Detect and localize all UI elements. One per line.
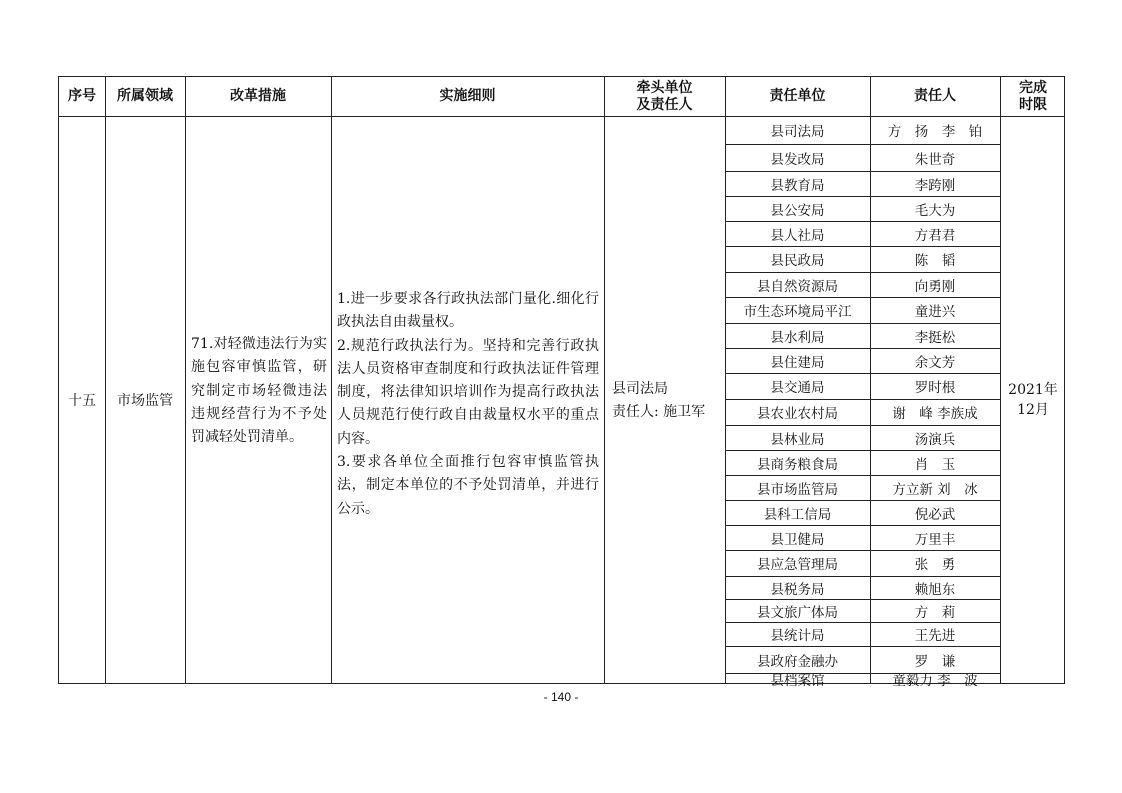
responsible-person: 方 扬 李 铂 [887,124,983,140]
responsible-unit: 县文旅广体局 [757,604,838,621]
responsible-unit: 县政府金融办 [757,653,838,670]
responsible-unit: 县商务粮食局 [757,456,838,473]
responsible-person: 陈 韬 [914,253,956,269]
responsible-unit: 县自然资源局 [757,278,838,295]
detail-item-2: 2.规范行政执法行为。坚持和完善行政执法人员资格审查制度和行政执法证件管理制度，将法律知识培训作为提高行政执法人员规范行使行政自由裁量权水平的重点内容。 [337,337,599,447]
responsible-unit: 县教育局 [770,177,825,194]
page-number: - 140 - [543,690,579,704]
responsible-person: 童毅力 李 波 [892,673,978,689]
responsible-unit: 县民政局 [770,253,825,269]
header-units: 责任单位 [769,88,826,104]
responsible-person: 李跨刚 [914,177,956,194]
responsible-person: 罗时根 [914,380,956,396]
header-lead-line1: 牵头单位 [636,79,693,96]
row-seq: 十五 [68,392,96,409]
responsible-unit: 县公安局 [770,202,825,219]
responsible-person: 方立新 刘 冰 [892,481,978,498]
responsible-unit: 县农业农村局 [757,406,838,422]
responsible-unit: 县税务局 [770,581,825,598]
responsible-person: 王先进 [914,628,956,644]
responsible-unit: 县档案馆 [770,673,825,689]
responsible-unit: 县水利局 [770,329,825,346]
responsible-person: 李挺松 [914,329,956,346]
responsible-person: 谢 峰 李族成 [892,406,978,422]
responsible-person: 张 勇 [914,557,956,573]
header-seq: 序号 [68,88,96,104]
header-deadline-line1: 完成 [1019,79,1047,96]
responsible-unit: 县科工信局 [763,506,832,523]
responsible-unit: 县人社局 [770,227,825,244]
lead-unit: 县司法局 [612,381,668,397]
deadline-line2: 12月 [1017,401,1049,418]
responsible-person: 方 莉 [914,604,956,621]
responsible-unit: 县应急管理局 [757,557,838,573]
detail-item-3: 3.要求各单位全面推行包容审慎监管执法，制定本单位的不予处罚清单，并进行公示。 [337,454,599,517]
header-field: 所属领域 [117,88,173,104]
detail-item-1: 1.进一步要求各行政执法部门量化.细化行政执法自由裁量权。 [337,291,599,331]
row-deadline [1000,116,1066,683]
responsible-unit: 县住建局 [770,354,825,371]
header-lead [604,77,725,116]
responsible-person: 毛大为 [914,202,956,219]
responsible-person: 方君君 [914,227,956,244]
reform-table [58,76,1065,689]
responsible-unit: 县统计局 [770,628,825,644]
responsible-unit: 县林业局 [770,431,825,448]
responsible-person: 罗 谦 [914,653,956,670]
responsible-person: 万里丰 [914,531,956,548]
responsible-person: 余文芳 [914,354,956,371]
responsible-unit: 县发改局 [770,151,825,168]
responsible-person: 朱世奇 [914,151,956,168]
row-field: 市场监管 [117,392,173,409]
header-lead-line2: 及责任人 [636,96,693,113]
row-details [337,288,599,521]
responsible-unit: 市生态环境局平江 [743,304,852,320]
header-deadline-line2: 时限 [1019,96,1047,113]
deadline-line1: 2021年 [1008,381,1058,398]
header-persons: 责任人 [914,88,956,104]
header-measure: 改革措施 [230,88,286,104]
responsible-person: 向勇刚 [914,278,956,295]
responsible-unit: 县市场监管局 [757,481,838,498]
responsible-person: 汤演兵 [914,431,956,448]
responsible-person: 赖旭东 [914,581,956,598]
responsible-person: 肖 玉 [914,456,956,473]
responsible-unit: 县卫健局 [770,531,825,548]
responsible-person: 童进兴 [914,304,956,320]
header-deadline [1000,77,1066,116]
row-lead [612,378,724,425]
lead-person: 责任人: 施卫军 [612,404,706,421]
responsible-unit: 县交通局 [770,380,825,396]
header-details: 实施细则 [439,88,496,104]
row-measure: 71.对轻微违法行为实施包容审慎监管，研究制定市场轻微违法违规经营行为不予处罚减轻处罚清单。 [191,336,327,446]
responsible-person: 倪必武 [914,506,956,523]
responsible-unit: 县司法局 [770,124,825,140]
